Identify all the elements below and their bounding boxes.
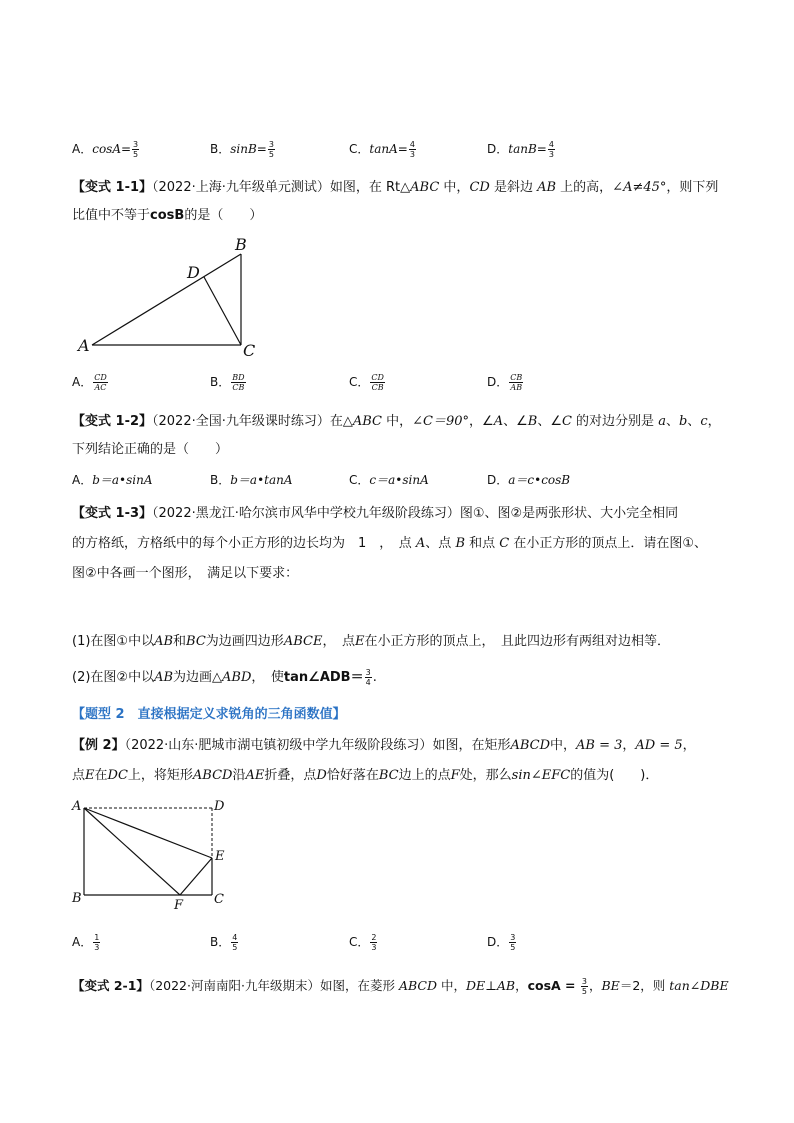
label-e: E (215, 849, 225, 864)
label-a: A (72, 799, 82, 814)
v13-line1: 【变式 1-3】（2022·黑龙江·哈尔滨市风华中学校九年级阶段练习）图①、图②是两张形状、大小完全相同 (72, 506, 679, 521)
label-d: D (214, 799, 225, 814)
v12-option-b[interactable]: B．b＝a•tanA (210, 473, 293, 487)
v11-line2: 比值中不等于cosB的是（ ） (72, 208, 263, 223)
fraction: $\frac{4}{5}$ (232, 933, 238, 952)
segment-af (84, 808, 180, 895)
section-heading-type2: 【题型 2 直接根据定义求锐角的三角函数值】 (72, 707, 346, 722)
v11-option-a[interactable]: A． $\frac{CD}{AC}$ (72, 373, 107, 392)
triangle-figure (70, 232, 270, 362)
label-c: C (243, 341, 256, 360)
fraction: $\frac{4}{3}$ (409, 140, 415, 159)
ex2-option-c[interactable]: C． $\frac{2}{3}$ (349, 933, 377, 952)
v12-line1: 【变式 1-2】（2022·全国·九年级课时练习）在△ABC 中，∠C＝90°，∠A、∠B、∠C 的对边分别是 a、b、c， (72, 414, 721, 429)
fraction: $\frac{3}{5}$ (133, 140, 139, 159)
label-a: A (78, 336, 90, 355)
v12-line2: 下列结论正确的是（ ） (72, 442, 229, 457)
label-d: D (187, 263, 200, 282)
ex2-line1: 【例 2】（2022·山东·肥城市湖屯镇初级中学九年级阶段练习）如图，在矩形ABCD中，AB = 3，AD = 5， (72, 738, 696, 753)
v12-option-d[interactable]: D．a＝c•cosB (487, 473, 571, 487)
v21-line1: 【变式 2-1】（2022·河南南阳·九年级期末）如图，在菱形 ABCD 中，DE⊥AB，cosA = $\frac{3}{5}$ ，BE＝2，则 tan∠DBE (72, 977, 729, 996)
fraction: $\frac{BD}{CB}$ (232, 373, 245, 392)
v13-requirement-2: (2)在图②中以AB为边画△ABD， 使tan∠ADB＝ $\frac{3}{4}$ . (72, 668, 377, 687)
segment-ab (92, 254, 241, 345)
segment-cd (204, 277, 241, 345)
fraction: $\frac{4}{3}$ (548, 140, 554, 159)
fraction: $\frac{3}{5}$ (510, 933, 516, 952)
option-a[interactable]: A．cosA= $\frac{3}{5}$ (72, 140, 139, 159)
ex2-line2: 点E在DC上，将矩形ABCD沿AE折叠，点D恰好落在BC边上的点F处，那么sin∠EFC的值为( )． (72, 768, 659, 783)
ex2-option-b[interactable]: B． $\frac{4}{5}$ (210, 933, 238, 952)
fraction: $\frac{CD}{AC}$ (94, 373, 107, 392)
v12-option-c[interactable]: C．c＝a•sinA (349, 473, 429, 487)
ex2-option-d[interactable]: D． $\frac{3}{5}$ (487, 933, 516, 952)
fraction: $\frac{3}{5}$ (581, 977, 587, 996)
v11-line1: 【变式 1-1】（2022·上海·九年级单元测试）如图，在 Rt△ABC 中，CD 是斜边 AB 上的高，∠A≠45°，则下列 (72, 180, 719, 195)
ex2-option-a[interactable]: A． $\frac{1}{3}$ (72, 933, 100, 952)
segment-fe (180, 858, 212, 895)
v13-line2: 的方格纸，方格纸中的每个小正方形的边长均为 1 ， 点 A、点 B 和点 C 在小正方形的顶点上．请在图①、 (72, 536, 708, 551)
option-d[interactable]: D．tanB= $\frac{4}{3}$ (487, 140, 554, 159)
label-b: B (235, 235, 247, 254)
fraction: $\frac{3}{4}$ (365, 668, 371, 687)
option-b[interactable]: B．sinB= $\frac{3}{5}$ (210, 140, 274, 159)
fraction: $\frac{CD}{CB}$ (371, 373, 384, 392)
v11-option-b[interactable]: B． $\frac{BD}{CB}$ (210, 373, 245, 392)
v11-option-d[interactable]: D． $\frac{CB}{AB}$ (487, 373, 523, 392)
label-f: F (174, 898, 184, 913)
label-b: B (72, 891, 82, 906)
label-c: C (214, 892, 224, 907)
v13-line3: 图②中各画一个图形， 满足以下要求： (72, 566, 299, 581)
fraction: $\frac{2}{3}$ (371, 933, 377, 952)
rectangle-figure (68, 796, 238, 914)
option-c[interactable]: C．tanA= $\frac{4}{3}$ (349, 140, 415, 159)
v11-option-c[interactable]: C． $\frac{CD}{CB}$ (349, 373, 384, 392)
fraction: $\frac{3}{5}$ (268, 140, 274, 159)
fraction: $\frac{CB}{AB}$ (510, 373, 523, 392)
fraction: $\frac{1}{3}$ (94, 933, 100, 952)
segment-ae (84, 808, 212, 858)
v13-requirement-1: (1)在图①中以AB和BC为边画四边形ABCE， 点E在小正方形的顶点上， 且此四边形有两组对边相等． (72, 634, 670, 649)
v12-option-a[interactable]: A．b＝a•sinA (72, 473, 153, 487)
